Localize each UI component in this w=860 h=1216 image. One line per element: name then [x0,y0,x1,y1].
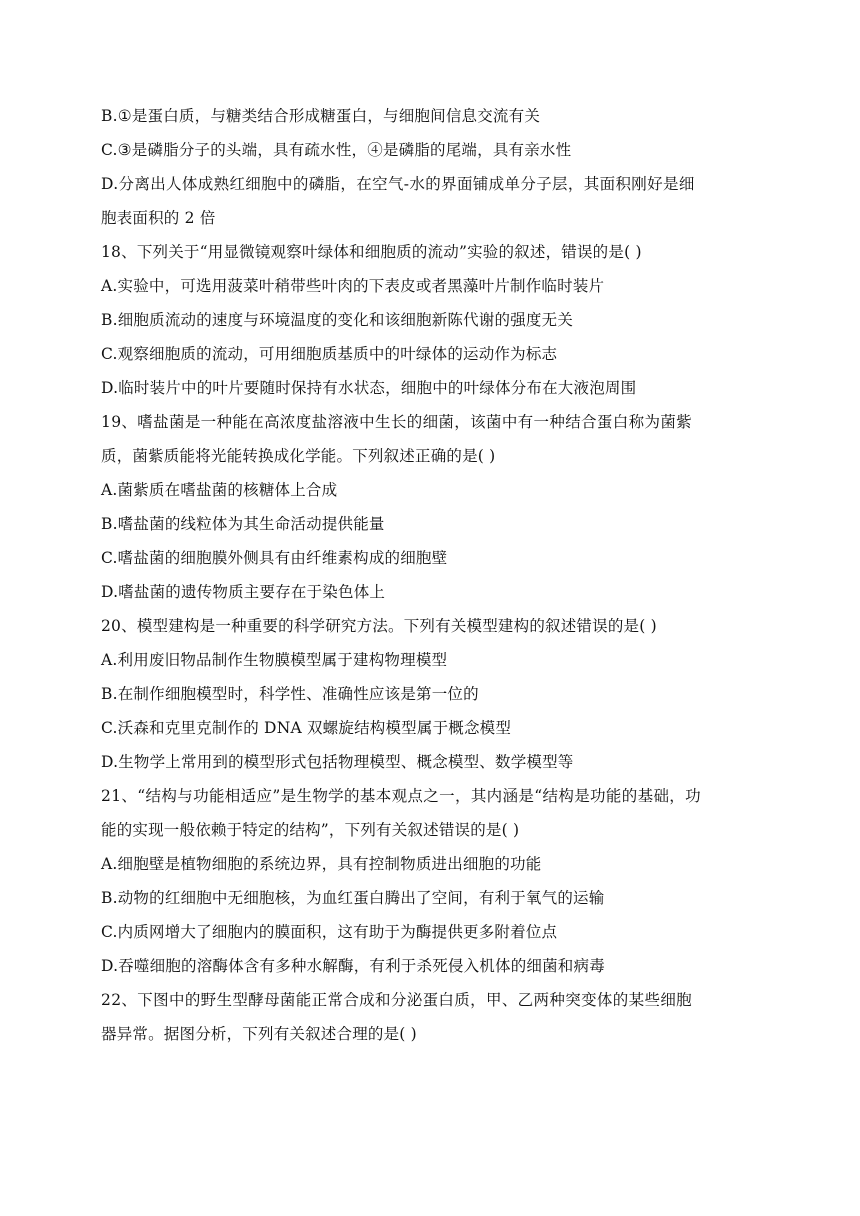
option-20d: D.生物学上常用到的模型形式包括物理模型、概念模型、数学模型等 [101,753,574,771]
option-18b: B.细胞质流动的速度与环境温度的变化和该细胞新陈代谢的强度无关 [101,311,574,329]
option-20b: B.在制作细胞模型时，科学性、准确性应该是第一位的 [101,685,479,703]
option-17b: B.①是蛋白质，与糖类结合形成糖蛋白，与细胞间信息交流有关 [101,107,541,125]
question-19-continued: 质，菌紫质能将光能转换成化学能。下列叙述正确的是( ) [101,447,496,465]
option-21d: D.吞噬细胞的溶酶体含有多种水解酶，有利于杀死侵入机体的细菌和病毒 [101,957,605,975]
question-21: 21、“结构与功能相适应”是生物学的基本观点之一，其内涵是“结构是功能的基础，功 [101,787,701,805]
option-21a: A.细胞壁是植物细胞的系统边界，具有控制物质进出细胞的功能 [101,855,542,873]
question-20: 20、模型建构是一种重要的科学研究方法。下列有关模型建构的叙述错误的是( ) [101,617,657,635]
option-21c: C.内质网增大了细胞内的膜面积，这有助于为酶提供更多附着位点 [101,923,558,941]
option-19a: A.菌紫质在嗜盐菌的核糖体上合成 [101,481,338,499]
option-18a: A.实验中，可选用菠菜叶稍带些叶肉的下表皮或者黑藻叶片制作临时装片 [101,277,605,295]
question-22: 22、下图中的野生型酵母菌能正常合成和分泌蛋白质，甲、乙两种突变体的某些细胞 [101,991,693,1009]
option-17c: C.③是磷脂分子的头端，具有疏水性，④是磷脂的尾端，具有亲水性 [101,141,572,159]
option-17d-continued: 胞表面积的 2 倍 [101,209,216,227]
option-19b: B.嗜盐菌的线粒体为其生命活动提供能量 [101,515,385,533]
option-19d: D.嗜盐菌的遗传物质主要存在于染色体上 [101,583,386,601]
option-18d: D.临时装片中的叶片要随时保持有水状态，细胞中的叶绿体分布在大液泡周围 [101,379,637,397]
question-19: 19、嗜盐菌是一种能在高浓度盐溶液中生长的细菌，该菌中有一种结合蛋白称为菌紫 [101,413,693,431]
question-22-continued: 器异常。据图分析，下列有关叙述合理的是( ) [101,1025,417,1043]
option-20c: C.沃森和克里克制作的 DNA 双螺旋结构模型属于概念模型 [101,719,512,737]
option-20a: A.利用废旧物品制作生物膜模型属于建构物理模型 [101,651,448,669]
option-19c: C.嗜盐菌的细胞膜外侧具有由纤维素构成的细胞壁 [101,549,448,567]
option-17d: D.分离出人体成熟红细胞中的磷脂，在空气-水的界面铺成单分子层，其面积刚好是细 [101,175,695,193]
question-text-block [101,99,761,1051]
question-18: 18、下列关于“用显微镜观察叶绿体和细胞质的流动”实验的叙述，错误的是( ) [101,243,642,261]
question-21-continued: 能的实现一般依赖于特定的结构”，下列有关叙述错误的是( ) [101,821,520,839]
option-18c: C.观察细胞质的流动，可用细胞质基质中的叶绿体的运动作为标志 [101,345,558,363]
option-21b: B.动物的红细胞中无细胞核，为血红蛋白腾出了空间，有利于氧气的运输 [101,889,605,907]
